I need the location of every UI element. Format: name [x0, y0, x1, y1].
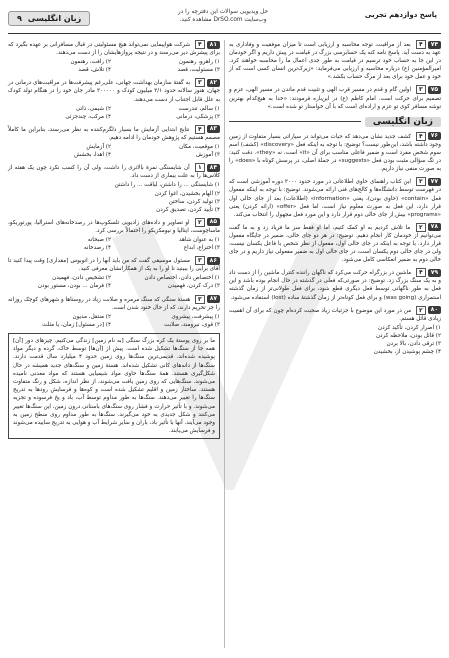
question-77: [229, 177, 441, 218]
option-item: ۴) تلاش، قصد: [78, 67, 111, 74]
option-item: ۲) منتقل، مدیون: [72, 313, 111, 320]
answer-key: ۴: [416, 268, 426, 277]
answer-key: ۲: [195, 218, 205, 227]
answer-key: ۳: [195, 78, 205, 87]
question-number: ۸۳: [207, 125, 220, 133]
page-number: ۹: [17, 13, 22, 23]
question-number: ۷۵: [428, 86, 441, 94]
header-subject-tab: [8, 6, 90, 30]
question-75: [229, 85, 441, 110]
question-number: ۷۷: [428, 178, 441, 186]
options-list: [8, 143, 220, 159]
column-divider: [224, 40, 225, 648]
question-number: ۸۰: [428, 306, 441, 314]
option-item: ۳) ترقی دادن، بالا بردن: [386, 341, 441, 347]
question-85: [8, 218, 220, 252]
question-80: [229, 306, 441, 357]
option-item: ۴) تأیید کردن، تصدیق کردن: [156, 206, 220, 213]
question-text: من در مورد این موضوع با جزئیات زیاد صحبت کرده‌ام چون که برای آن اهمیت زیادی قائل هستم.: [229, 307, 441, 322]
question-text: این کتاب راهنمای حاوی اطلاعاتی در مورد حدود ۳۰۰۰ دوره آموزشی است که در فهرست توسط دانشگاه‌ها و کالج‌های فنی ارائه می‌شوند. توضیح: با توجه به اینکه مفعول فعل «contain» (حاوی بودن)، یعنی «information» (اطلاعات) بعد از جای خالی اول قرار دارد، این فعل به صورت معلوم نیاز است، اما فعل «offer» (ارائه کردن) یعنی «programs» بیش از جای خالی دوم قرار دارد و این مورد فعل مجهول را انتخاب می‌کند.: [229, 179, 441, 218]
option-item: ۱) اختصاص دادن، اختصاص دادن: [144, 275, 220, 282]
question-84: [8, 163, 220, 214]
question-text: هستهٔ سنگی که سنگ مرمره و صلابت زیاد در روستاها و شهرهای کوچک روزانه را جز تحریم دارند، که از حال خنود شدن است.: [8, 296, 220, 311]
option-item: ۱) اصرار کردن، تأکید کردن: [377, 324, 441, 331]
subject-title: زبان انگلیسی: [27, 13, 82, 23]
options-list: [8, 181, 220, 213]
header-video-note: [148, 8, 298, 24]
answer-key: ۴: [416, 132, 426, 141]
question-76: [229, 132, 441, 173]
question-text: ما تلاش کردیم به او کمک کنیم، اما او فقط سر ما فریاد زد و به ما گفت می‌توانیم از خودمان کار انجام دهیم. توضیح: در هر دو جای خالی، ضمیر در جایگاه مفعول قرار دارد. با توجه به اینکه در جای خالی اول، مفعول از نظر شخص با فاعل یکسان نیست، ولی در جای خالی دوم یکسان است، در جای خالی اول به ضمیر مفعولی نیاز داریم و در جای خالی دوم به ضمیر انعکاسی کامل می‌شود.: [229, 224, 441, 264]
answer-key: ۲: [416, 306, 426, 315]
question-86: [8, 256, 220, 290]
answer-key: ۳: [195, 256, 205, 265]
question-number: ۷۹: [428, 269, 441, 277]
question-number: ۸۲: [207, 79, 220, 87]
option-item: ۲) رافت، رهنمون: [70, 59, 111, 66]
section-header: [229, 117, 441, 127]
question-number: ۸۷: [207, 295, 220, 303]
option-item: ۱) به عنوان شاهد: [179, 236, 220, 243]
options-list: [8, 274, 220, 290]
question-79: [229, 268, 441, 301]
reading-passage-translation: ما بر روی پوستهٔ یک کره بزرگ سنگی [به نام زمین] زندگی می‌کنیم. چیزهای دور [آن] همه جا از سنگ‌ها تشکیل شده است. پیش از [آن‌ها] توسط خاک، گرده و دیگر مواد پوشیده شده‌اند. قدیمی‌ترین سنگ‌ها روی زمین حدود ۴ میلیارد سال قدمت دارند. سنگ‌ها از دانه‌های کانی تشکیل شده‌اند. هستهٔ زمین و سنگ‌های جدید همیشه در حال شکل‌گیری هستند. همهٔ سنگ‌ها حاوی مواد شیمیایی هستند که مواد معدنی نامیده می‌شوند. سنگ‌هایی که روی زمین یافت می‌شوند، از نظر اندازه، شکل و رنگ متفاوت هستند. ساختار زمین و اقلیم تشکیل شده است و کوه‌ها و فرسایش رودها به تدریج سنگ‌ها را تغییر می‌دهند. سنگ‌ها به طور مداوم توسط آب، باد و یخ فرسوده و تجزیه می‌شوند. و با تأثیر حرارت و فشار روی سنگ‌های باستانی درون زمین، این سنگ‌ها تغییر می‌کنند و شکل جدیدی به خود می‌گیرند. سنگ‌ها به طور مداوم روی سطح زمین به وجود می‌آیند. آنها با تأثیر باد، باران و سایر شرایط آب و هوایی به تدریج ساییده می‌شوند و فرسایش می‌یابند.: [8, 333, 220, 439]
question-number: ۷۴: [428, 41, 441, 49]
option-item: ۴) مرکب، چندجزئی: [65, 113, 111, 120]
question-number: ۸۴: [207, 164, 220, 172]
question-text: بعد از مراقبت، توجه محاسبه و ارزیابی است تا میزان موفقیت و وفاداری به عهد به دست آید. پاسخ نامه کنه یک حسابرسی بزرگ در قیامت در پیش داریم و اگر خودمان در این جا به حساب خود ترسیم در قیامت به طور جدی اعمال ما را محاسبه خواهند کرد. امیرالمؤمنین (ع) درباره محاسبه و ارزیابی می‌فرماید: «زیرک‌ترین انسان کسی است که از خود و عمل خود برای بعد از مرگ حساب بکشد.»: [229, 42, 441, 81]
question-number: ۷۸: [428, 223, 441, 231]
option-item: ۴) اهدا، بخشش: [74, 152, 111, 159]
answer-key: ۴: [195, 125, 205, 134]
question-text: نتایج ابتدایی آزمایش ما بسیار دلگرم‌کننده به نظر می‌رسند، بنابراین ما کاملاً مصمم هستیم که پژوهش خودمان را ادامه دهیم.: [8, 126, 220, 141]
option-item: ۱) شایستگی ... را داشتن، لیاقت ... را داشتن: [114, 182, 220, 189]
option-item: ۳) تولید کردن، ساختن: [168, 198, 220, 205]
option-item: ۲) الهام بخشیدن، اغوا کردن: [154, 190, 220, 197]
header-title: پاسخ دوازدهم تجربی: [364, 11, 437, 19]
options-list: [229, 324, 441, 356]
question-text: او تصاویر و داده‌های زادیویی تلسکوپ‌ها در رصدخانه‌های استرالیا، پورتوریکو، ماساچوست، ایتالیا و نیومکزیکو را احتمالاً بررسی کرد.: [8, 219, 220, 234]
option-item: ۲) قائل بودن، ملاحظه کردن: [375, 332, 441, 339]
header-note-line1: حل ویدیویی سوالات این دفترچه را در: [177, 9, 269, 15]
option-item: ۲) شیمی، ذاتی: [75, 105, 111, 112]
option-item: ۱) سالم، تندرست: [178, 105, 220, 112]
option-item: ۲) صبحانه: [87, 236, 111, 243]
question-83: [8, 125, 220, 159]
question-text: اولین گام و قدم در مسیر قرب الهی و تثبیت قدم ماندن در مسیر الهی، عزم و تصمیم برای حرکت است. امام کاظم (ع) در این‌باره فرمودند: «خدا به هیچ‌کدام بهترین توشه مسافر کوی تو عزم و اراده‌ای است که با آن خواستار تو شده است.»: [229, 87, 441, 110]
right-column: [229, 40, 441, 360]
option-item: ۳) پزشکی، درمانی: [176, 113, 220, 120]
subject-tab: [8, 11, 90, 26]
answer-key: ۳: [416, 85, 426, 94]
question-number: ۸۵: [207, 218, 220, 226]
answer-key: ۴: [416, 40, 426, 49]
option-item: ۱) موقعیت، مکان: [179, 144, 220, 151]
answer-key: ۴: [195, 40, 205, 49]
option-item: ۳) اختراع، ابداع: [183, 245, 220, 252]
option-item: ۳) درک کردن، فهمیدن: [167, 283, 220, 290]
option-item: ۲) تشخیص دادن، فهمیدن: [52, 275, 111, 282]
question-number: ۸۱: [207, 41, 220, 49]
option-item: ۳) قوی، نیرومند، صلابت: [164, 321, 220, 328]
options-list: [8, 236, 220, 252]
answer-key: ۱: [195, 163, 205, 172]
question-number: ۸۶: [207, 257, 220, 265]
question-74: [229, 40, 441, 81]
question-text: به گفتهٔ سازمان بهداشت جهانی، علی‌رغم پیشرفت‌ها در مراقبت‌های درمانی در جهان، هنوز سالانه حدود ۳/۱ میلیون کودک و ۳۰۰۰۰۰ مادر جان خود را در هنگام تولد کودک به علل قابل اجتناب از دست می‌دهند.: [8, 80, 220, 103]
option-item: ۲) آزمایش: [86, 144, 111, 151]
option-item: ۳) آموزش: [196, 152, 220, 159]
question-87: [8, 295, 220, 329]
option-item: ۴) چشم پوشیدن از، بخشیدن: [373, 349, 441, 356]
option-item: ۱) راهرو، رهنمون: [178, 59, 220, 66]
options-list: [8, 313, 220, 329]
question-81: [8, 40, 220, 74]
left-column: [8, 40, 220, 439]
options-list: [8, 58, 220, 74]
answer-key: ۲: [416, 223, 426, 232]
question-text: آن شایستگی نمرهٔ بالاتری را داشت، ولی آن را کسب نکرد چون یک هفته از کلاس‌ها را به علت بیماری از دست داد.: [8, 165, 220, 180]
option-item: ۴) رصدخانه: [83, 245, 111, 252]
question-82: [8, 78, 220, 120]
options-list: [8, 105, 220, 121]
section-title: زبان انگلیسی: [365, 117, 441, 127]
option-item: ۴) [در مسئول] زمان، یا مثلث: [42, 321, 111, 328]
option-item: ۳) مسئولیت، قصد: [177, 67, 220, 74]
answer-key: ۳: [195, 295, 205, 304]
question-text: شرکت هواپیمایی نمی‌تواند هیچ مسئولیتی در قبال مسافرانی بر عهده بگیرد که برای پیشرش دیر می‌رسند و در نتیجه پروازهایشان را از دست می‌دهند.: [8, 42, 220, 57]
option-item: ۱) پیشرفت، پیشروی: [171, 313, 220, 320]
header-note-line2: وب‌سایت DrSO.com مشاهده کنید.: [179, 17, 267, 23]
question-78: [229, 223, 441, 264]
section-rule: [229, 121, 361, 122]
answer-key: ۲: [416, 177, 426, 186]
page-header: [8, 6, 441, 34]
question-text: مسئول موسیقی گفت که من باید آنها را در اتوبوس [مقدارى] وقت پیدا کنید تا آقای برایی را ببینید تا او را به یک از همکارانشان معرفی کنید.: [8, 258, 220, 273]
question-number: ۷۶: [428, 132, 441, 140]
question-text: کشف جدید نشان می‌دهد که حیات می‌تواند در سیاراتی بسیار متفاوت از زمین وجود داشته باشد، این‌طور نیست؟ توضیح: با توجه به اینکه فعل «discovery» (کشف) اسم سوم شخص مفرد است و ضمیر فاعلی مناسب برای آن «it» است، نه «they». دقت کنید: در تگ سؤالی مثبت بودن فعل «suggests» در جملهٔ اصلی، در پرسش کوتاه با «does» را به صورت منفی نیاز داریم.: [229, 133, 441, 173]
question-text: ماشین در بزرگراه حرکت می‌کرد که ناگهان راننده کنترل ماشین را از دست داد و به یک سنگ بزرگ زد. توضیح: در صورتی‌که فعلی در گذشته در حال انجام بوده باشد و این فعل به طور ناگهانی توسط فعل دیگری قطع شود، برای فعل طولانی‌تر از زمان گذشته استمراری (was going) و برای فعل کوتاه‌تر از زمان گذشتهٔ ساده (lost) استفاده می‌شود.: [229, 270, 441, 301]
option-item: ۴) فرمان ... بودن، مستور بودن: [37, 283, 111, 290]
